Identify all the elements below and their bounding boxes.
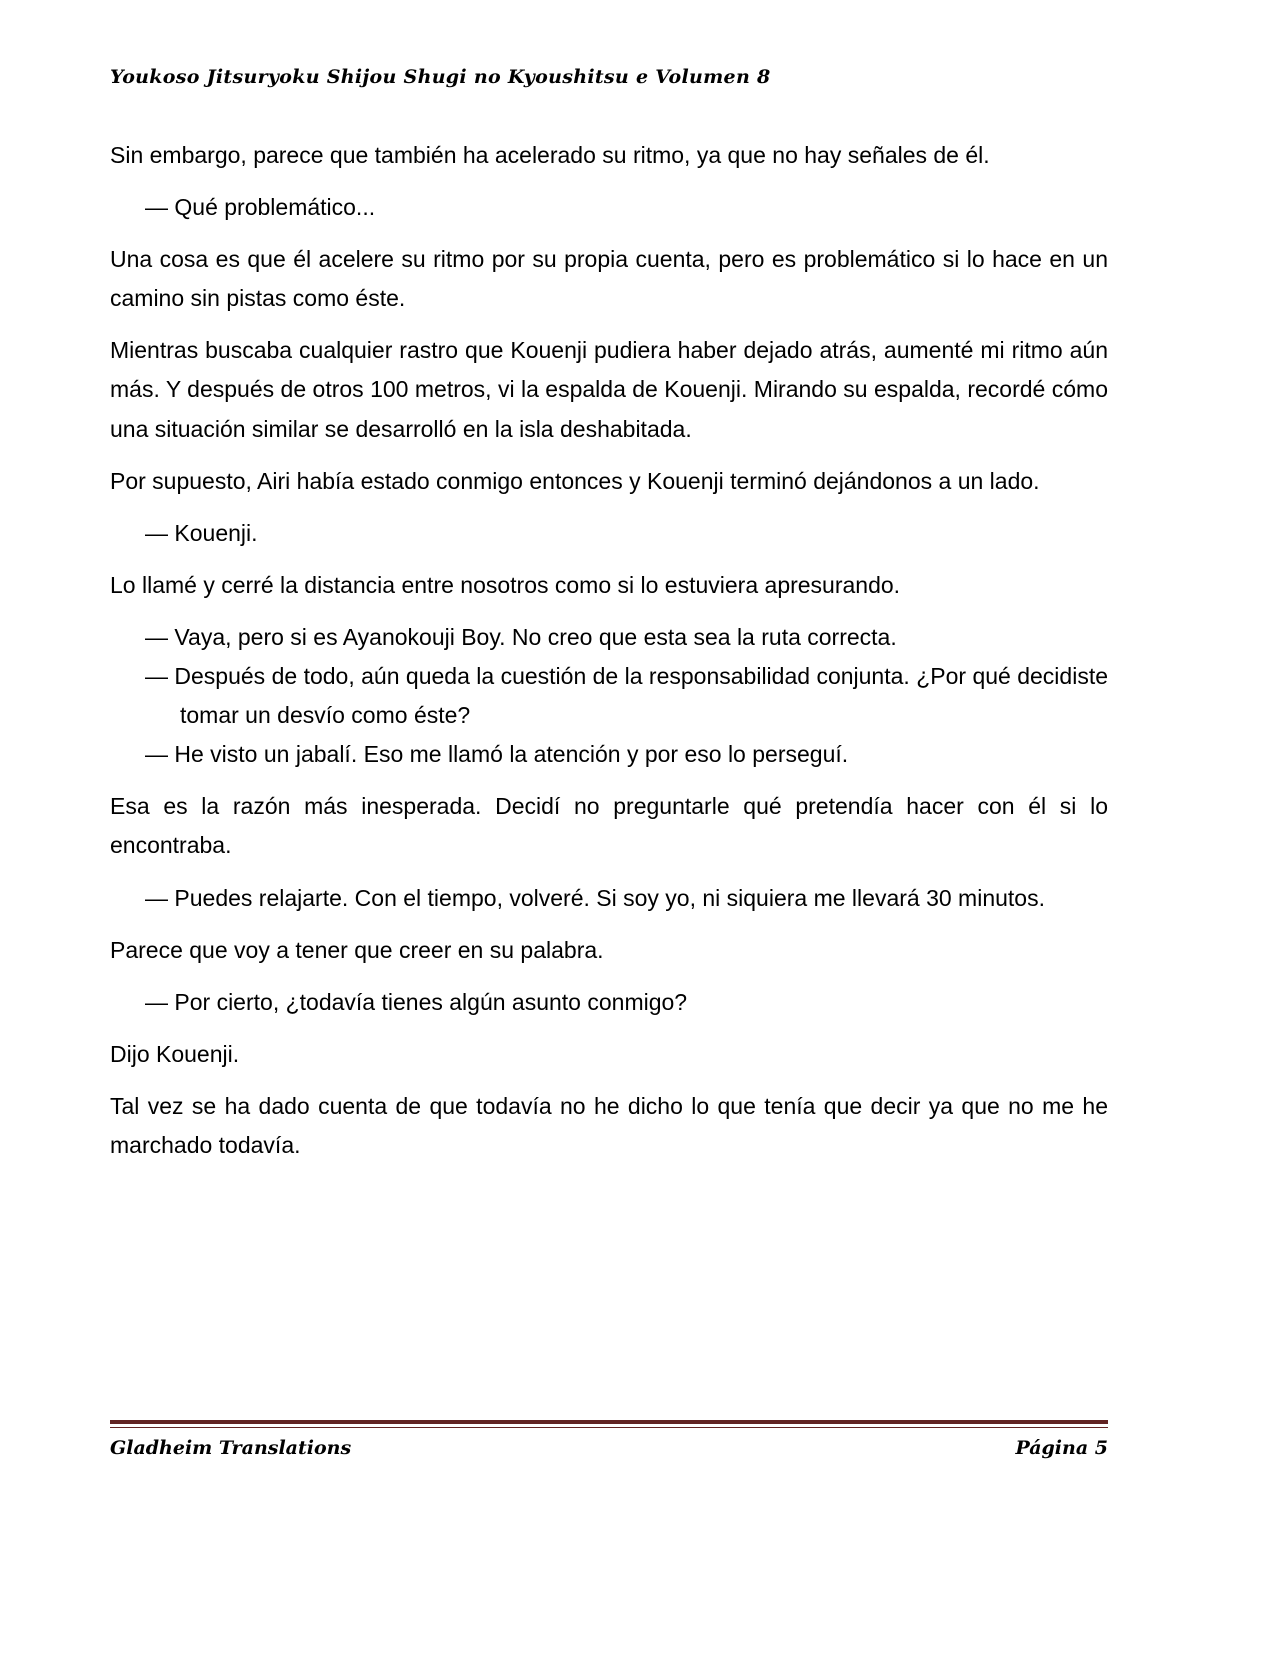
body-paragraph: Lo llamé y cerré la distancia entre nosotros como si lo estuviera apresurando.: [110, 571, 901, 598]
body-paragraph: Parece que voy a tener que creer en su palabra.: [110, 936, 604, 963]
dialogue-paragraph: — Kouenji.: [145, 519, 258, 546]
page-footer: [110, 1420, 1108, 1459]
footer-page-number: Página 5: [1015, 1437, 1108, 1459]
footer-translator-credit: Gladheim Translations: [110, 1437, 352, 1459]
footer-text-row: [110, 1437, 1108, 1459]
dialogue-paragraph: — Qué problemático...: [145, 194, 376, 221]
dialogue-paragraph: — Por cierto, ¿todavía tienes algún asunto conmigo?: [145, 988, 688, 1015]
dialogue-paragraph: — Después de todo, aún queda la cuestión de la responsabilidad conjunta. ¿Por qué decidiste tomar un desvío como éste?: [145, 663, 1108, 729]
body-paragraph: Sin embargo, parece que también ha acelerado su ritmo, ya que no hay señales de él.: [110, 142, 990, 168]
body-paragraph: Tal vez se ha dado cuenta de que todavía no he dicho lo que tenía que decir ya que no me he marchado todavía.: [110, 1092, 1108, 1158]
dialogue-paragraph: — He visto un jabalí. Eso me llamó la atención y por eso lo perseguí.: [145, 741, 849, 768]
body-paragraph: Dijo Kouenji.: [110, 1040, 240, 1067]
body-paragraph: Una cosa es que él acelere su ritmo por su propia cuenta, pero es problemático si lo hace en un camino sin pistas como éste.: [110, 246, 1108, 312]
body-paragraph: Por supuesto, Airi había estado conmigo entonces y Kouenji terminó dejándonos a un lado.: [110, 467, 1040, 494]
body-paragraph: Mientras buscaba cualquier rastro que Kouenji pudiera haber dejado atrás, aumenté mi ritmo aún más. Y después de otros 100 metros, vi la espalda de Kouenji. Mirando su espalda, recordé cómo una situación similar se desarrolló en la isla deshabitada.: [110, 337, 1108, 442]
body-paragraph: Esa es la razón más inesperada. Decidí no preguntarle qué pretendía hacer con él si lo encontraba.: [110, 793, 1108, 859]
page-body: [110, 136, 1108, 1165]
dialogue-paragraph: — Puedes relajarte. Con el tiempo, volveré. Si soy yo, ni siquiera me llevará 30 minutos.: [145, 884, 1045, 911]
dialogue-paragraph: — Vaya, pero si es Ayanokouji Boy. No creo que esta sea la ruta correcta.: [145, 623, 897, 650]
footer-rule: [110, 1420, 1108, 1428]
page-header-title: Youkoso Jitsuryoku Shijou Shugi no Kyoushitsu e Volumen 8: [110, 66, 771, 88]
